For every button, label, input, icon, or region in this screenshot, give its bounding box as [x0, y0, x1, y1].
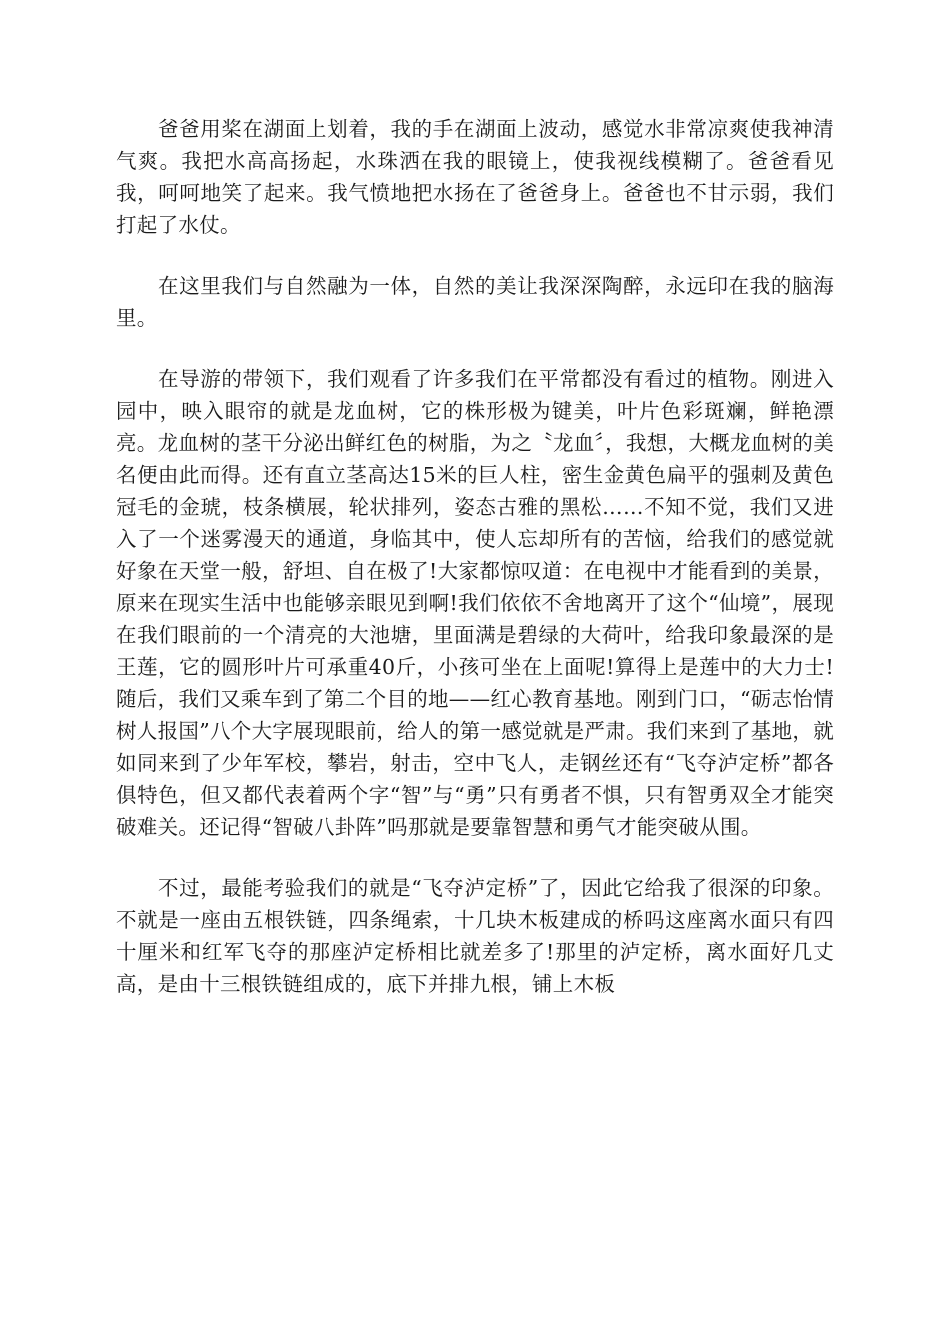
document-body: [116, 113, 834, 1000]
paragraph-nature: 在这里我们与自然融为一体，自然的美让我深深陶醉，永远印在我的脑海里。: [116, 274, 834, 330]
paragraph-garden-tour: 在导游的带领下，我们观看了许多我们在平常都没有看过的植物。刚进入园中，映入眼帘的就是龙血树，它的株形极为键美，叶片色彩斑斓，鲜艳漂亮。龙血树的茎干分泌出鲜红色的树脂，为之〝龙血〞，我想，大概龙血树的美名便由此而得。还有直立茎高达15米的巨人柱，密生金黄色扁平的强刺及黄色冠毛的金琥，枝条横展，轮状排列，姿态古雅的黑松……不知不觉，我们又进入了一个迷雾漫天的通道，身临其中，使人忘却所有的苦恼，给我们的感觉就好象在天堂一般，舒坦、自在极了!大家都惊叹道：在电视中才能看到的美景，原来在现实生活中也能够亲眼见到啊!我们依依不舍地离开了这个“仙境”，展现在我们眼前的一个清亮的大池塘，里面满是碧绿的大荷叶，给我印象最深的是王莲，它的圆形叶片可承重40斤，小孩可坐在上面呢!算得上是莲中的大力士!随后，我们又乘车到了第二个目的地——红心教育基地。刚到门口，“砺志怡情树人报国”八个大字展现眼前，给人的第一感觉就是严肃。我们来到了基地，就如同来到了少年军校，攀岩，射击，空中飞人，走钢丝还有“飞夺泸定桥”都各俱特色，但又都代表着两个字“智”与“勇”只有勇者不惧，只有智勇双全才能突破难关。还记得“智破八卦阵”吗那就是要靠智慧和勇气才能突破从围。: [116, 367, 834, 839]
paragraph-water-fight: 爸爸用桨在湖面上划着，我的手在湖面上波动，感觉水非常凉爽使我神清气爽。我把水高高扬起，水珠洒在我的眼镜上，使我视线模糊了。爸爸看见我，呵呵地笑了起来。我气愤地把水扬在了爸爸身上。爸爸也不甘示弱，我们打起了水仗。: [116, 117, 834, 237]
paragraph-luding-bridge: 不过，最能考验我们的就是“飞夺泸定桥”了，因此它给我了很深的印象。不就是一座由五根铁链，四条绳索，十几块木板建成的桥吗这座离水面只有四十厘米和红军飞夺的那座泸定桥相比就差多了!那里的泸定桥，离水面好几丈高，是由十三根铁链组成的，底下并排九根，铺上木板: [116, 876, 834, 996]
